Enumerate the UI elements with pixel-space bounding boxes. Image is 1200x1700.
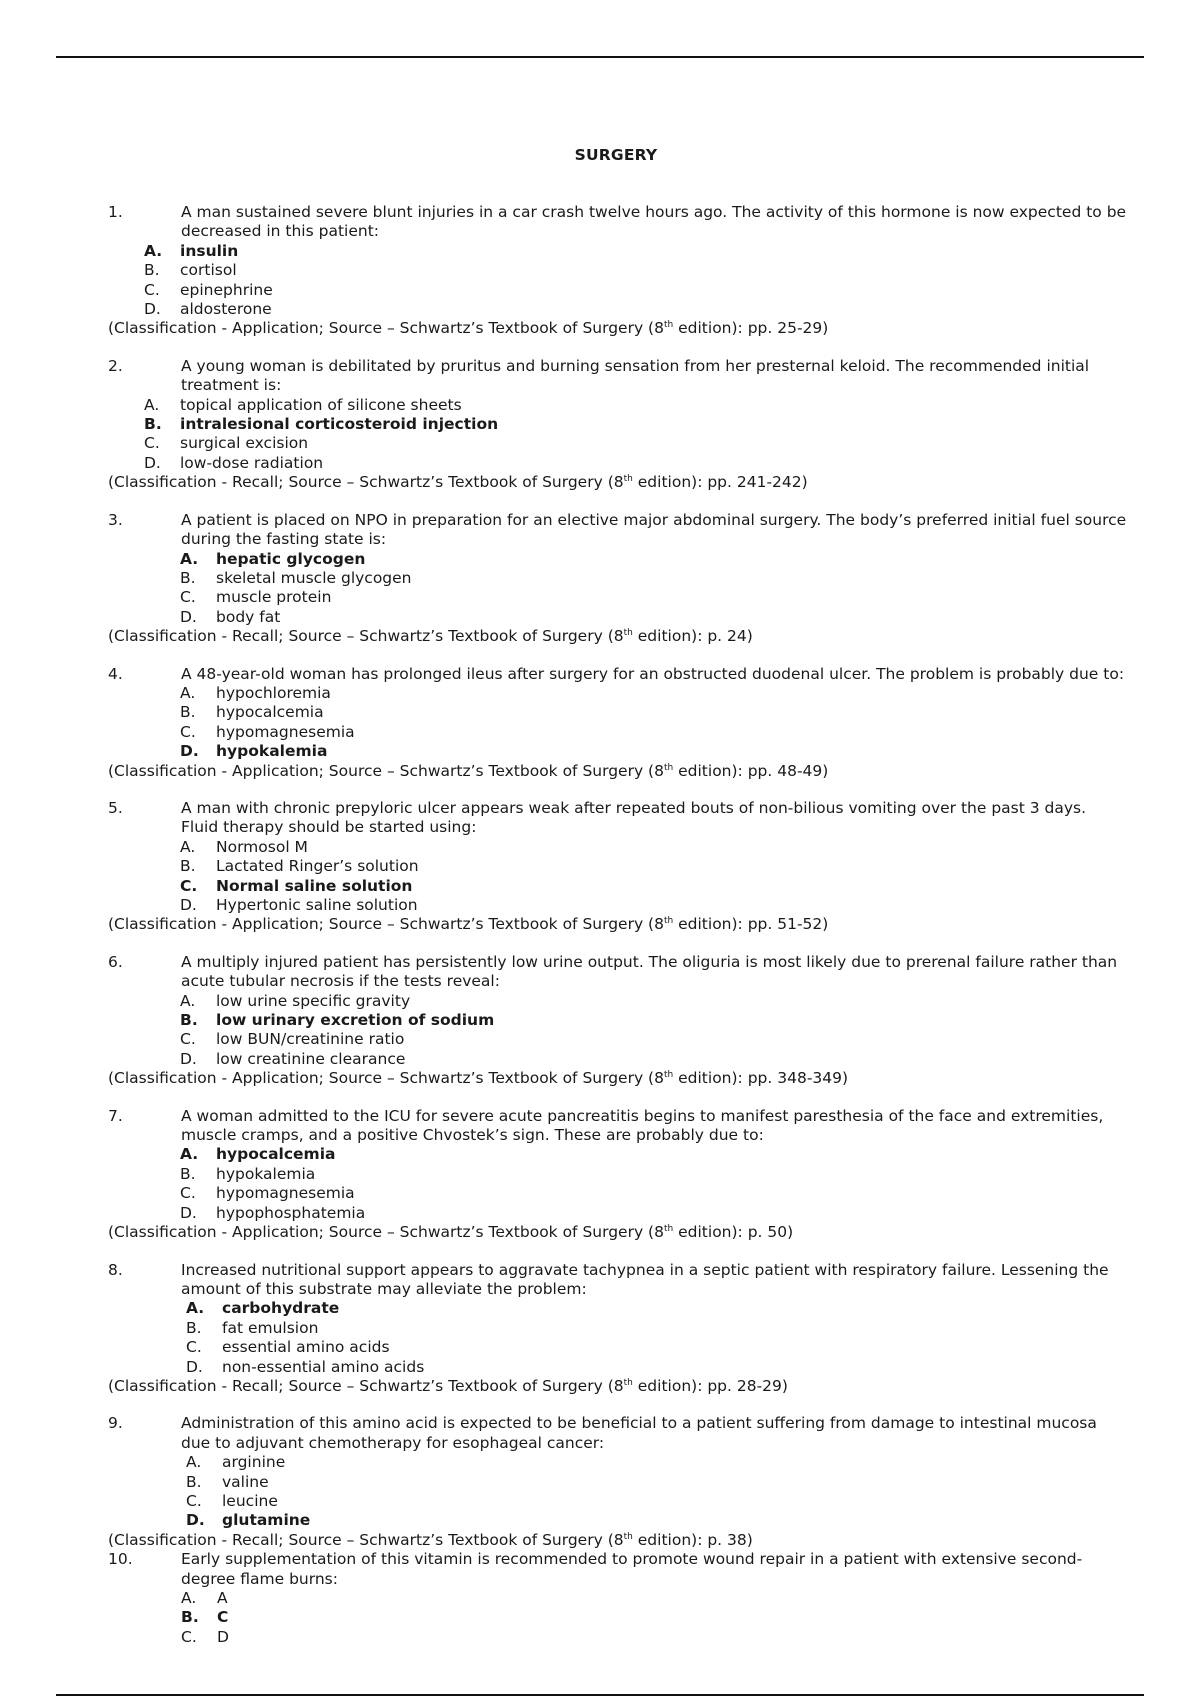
option-letter: D. [180, 896, 197, 914]
question-stem: A 48-year-old woman has prolonged ileus after surgery for an obstructed duodenal ulcer. The problem is probably due to: [181, 664, 1125, 683]
answer-option-correct [180, 1011, 1128, 1030]
option-text: low-dose radiation [180, 453, 324, 472]
page-title: SURGERY [574, 146, 658, 164]
option-letter: B. [180, 703, 196, 722]
option-text: Hypertonic saline solution [216, 896, 418, 914]
option-letter: D. [180, 607, 197, 626]
option-text: A [217, 1589, 228, 1607]
question-stem: A woman admitted to the ICU for severe acute pancreatitis begins to manifest paresthesia of the face and extremities, muscle cramps, and a positive Chvostek’s sign. These are probably due to: [181, 1106, 1104, 1145]
option-letter: A. [180, 1145, 199, 1164]
answer-option [180, 896, 1128, 915]
option-text: Normal saline solution [216, 876, 413, 895]
option-text: hypocalcemia [216, 703, 324, 722]
question-number: 4. [108, 664, 123, 683]
classification-source: (Classification - Recall; Source – Schwartz’s Textbook of Surgery (8th edition): pp. 28-29) [108, 1376, 788, 1395]
classification-source: (Classification - Application; Source – Schwartz’s Textbook of Surgery (8th edition): pp. 48-49) [108, 761, 829, 780]
option-letter: D. [186, 1511, 205, 1530]
option-text: hypophosphatemia [216, 1203, 366, 1222]
answer-option [180, 569, 1128, 588]
answer-option [180, 1050, 1128, 1069]
answer-option [144, 261, 1128, 280]
question-stem: A multiply injured patient has persistently low urine output. The oliguria is most likely due to prerenal failure rather than acute tubular necrosis if the tests reveal: [181, 952, 1118, 991]
option-text: valine [222, 1472, 269, 1491]
option-text: hepatic glycogen [216, 549, 366, 568]
classification-source: (Classification - Application; Source – Schwartz’s Textbook of Surgery (8th edition): pp. 51-52) [108, 915, 829, 934]
answer-option [144, 454, 1128, 473]
answer-option [186, 1319, 1128, 1338]
option-letter: B. [144, 415, 162, 434]
answer-option [180, 684, 1128, 703]
option-letter: D. [180, 1049, 197, 1068]
answer-option-correct [144, 415, 1128, 434]
question-stem: A young woman is debilitated by pruritus and burning sensation from her presternal keloid. The recommended initial treatment is: [181, 356, 1090, 395]
answer-option [144, 434, 1128, 453]
option-text: low creatinine clearance [216, 1049, 406, 1068]
option-text: Normosol M [216, 837, 308, 856]
answer-option [186, 1473, 1128, 1492]
option-text: low BUN/creatinine ratio [216, 1030, 405, 1049]
question-item [108, 665, 1128, 781]
option-letter: D. [144, 453, 161, 472]
answer-option [180, 1204, 1128, 1223]
question-number: 2. [108, 356, 123, 375]
bottom-rule [56, 1694, 1144, 1696]
answer-option [180, 608, 1128, 627]
option-letter: C. [180, 876, 198, 895]
option-text: topical application of silicone sheets [180, 395, 462, 414]
option-letter: C. [180, 1030, 196, 1049]
option-text: hypocalcemia [216, 1145, 336, 1164]
option-letter: C. [180, 1184, 196, 1203]
question-number: 3. [108, 510, 123, 529]
answer-option [144, 281, 1128, 300]
answer-option [186, 1338, 1128, 1357]
option-text: cortisol [180, 261, 237, 280]
option-letter: B. [186, 1318, 202, 1337]
question-item [108, 203, 1128, 339]
answer-option [144, 396, 1128, 415]
option-letter: C. [144, 280, 160, 299]
answer-option [180, 703, 1128, 722]
top-rule [56, 56, 1144, 58]
classification-source: (Classification - Recall; Source – Schwartz’s Textbook of Surgery (8th edition): p. 24) [108, 627, 753, 646]
option-letter: C. [180, 722, 196, 741]
answer-option-correct [180, 1145, 1128, 1164]
option-letter: D. [144, 300, 161, 319]
question-item [108, 511, 1128, 647]
option-letter: D. [186, 1357, 203, 1376]
option-text: leucine [222, 1491, 278, 1510]
answer-option-correct [181, 1608, 1128, 1627]
answer-option [180, 723, 1128, 742]
option-text: arginine [222, 1453, 286, 1472]
option-text: hypokalemia [216, 1164, 316, 1183]
answer-option [186, 1358, 1128, 1377]
question-number: 5. [108, 798, 123, 817]
option-letter: B. [181, 1608, 199, 1627]
option-text: fat emulsion [222, 1318, 319, 1337]
option-text: insulin [180, 241, 239, 260]
question-number: 6. [108, 952, 123, 971]
option-letter: C. [181, 1627, 197, 1646]
question-item [108, 357, 1128, 493]
classification-source: (Classification - Application; Source – Schwartz’s Textbook of Surgery (8th edition): pp. 348-349) [108, 1069, 849, 1088]
option-letter: A. [180, 837, 196, 856]
option-letter: A. [144, 395, 160, 414]
answer-option-correct [144, 242, 1128, 261]
option-text: low urinary excretion of sodium [216, 1011, 495, 1030]
question-item [108, 799, 1128, 935]
option-letter: A. [180, 549, 199, 568]
option-text: epinephrine [180, 280, 273, 299]
answer-option [181, 1589, 1128, 1608]
option-letter: C. [186, 1338, 202, 1357]
question-number: 7. [108, 1106, 123, 1125]
answer-option-correct [180, 742, 1128, 761]
question-number: 8. [108, 1260, 123, 1279]
option-letter: C. [180, 588, 196, 607]
question-stem: Increased nutritional support appears to aggravate tachypnea in a septic patient with respiratory failure. Lessening the amount of this substrate may alleviate the problem: [181, 1260, 1109, 1298]
answer-option [180, 992, 1128, 1011]
question-item [108, 1414, 1128, 1550]
answer-option-correct [180, 877, 1128, 896]
option-letter: C. [144, 434, 160, 453]
question-list [108, 203, 1128, 1665]
question-item [108, 953, 1128, 1089]
question-stem: Early supplementation of this vitamin is recommended to promote wound repair in a patient with extensive second-degree flame burns: [181, 1550, 1083, 1588]
option-letter: B. [180, 1164, 196, 1183]
option-text: glutamine [222, 1511, 311, 1530]
classification-source: (Classification - Application; Source – Schwartz’s Textbook of Surgery (8th edition): p. 50) [108, 1223, 794, 1242]
option-text: aldosterone [180, 300, 272, 319]
option-text: low urine specific gravity [216, 991, 411, 1010]
answer-option [180, 1030, 1128, 1049]
option-letter: B. [180, 857, 196, 876]
answer-option [180, 1184, 1128, 1203]
option-text: hypomagnesemia [216, 1184, 355, 1203]
question-stem: A patient is placed on NPO in preparation for an elective major abdominal surgery. The body’s preferred initial fuel source during the fasting state is: [181, 510, 1127, 549]
option-text: D [217, 1627, 229, 1646]
option-letter: A. [181, 1589, 197, 1607]
answer-option [186, 1453, 1128, 1472]
option-letter: D. [180, 1203, 197, 1222]
answer-option-correct [180, 550, 1128, 569]
answer-option [186, 1492, 1128, 1511]
option-letter: B. [186, 1472, 202, 1491]
option-text: hypochloremia [216, 683, 331, 702]
answer-option [180, 588, 1128, 607]
option-letter: C. [186, 1491, 202, 1510]
question-item [108, 1107, 1128, 1243]
option-letter: D. [180, 742, 199, 761]
answer-option [180, 857, 1128, 876]
question-number: 9. [108, 1414, 123, 1433]
option-text: essential amino acids [222, 1338, 390, 1357]
answer-option [144, 300, 1128, 319]
question-stem: A man with chronic prepyloric ulcer appears weak after repeated bouts of non-bilious vomiting over the past 3 days. Fluid therapy should be started using: [181, 798, 1087, 837]
option-text: hypokalemia [216, 742, 328, 761]
question-number: 1. [108, 203, 123, 221]
option-letter: A. [186, 1453, 202, 1472]
question-stem: Administration of this amino acid is expected to be beneficial to a patient suffering from damage to intestinal mucosa due to adjuvant chemotherapy for esophageal cancer: [181, 1414, 1097, 1452]
question-number: 10. [108, 1550, 133, 1569]
option-text: carbohydrate [222, 1299, 340, 1318]
option-letter: B. [144, 261, 160, 280]
classification-source: (Classification - Recall; Source – Schwartz’s Textbook of Surgery (8th edition): p. 38) [108, 1530, 753, 1549]
question-item [108, 1261, 1128, 1397]
answer-option [181, 1628, 1128, 1647]
option-text: muscle protein [216, 588, 332, 607]
option-letter: A. [180, 683, 196, 702]
option-text: non-essential amino acids [222, 1357, 425, 1376]
classification-source: (Classification - Recall; Source – Schwartz’s Textbook of Surgery (8th edition): pp. 241-242) [108, 473, 808, 492]
option-text: C [217, 1608, 229, 1627]
option-text: intralesional corticosteroid injection [180, 415, 499, 434]
answer-option [180, 838, 1128, 857]
option-letter: A. [186, 1299, 205, 1318]
option-text: surgical excision [180, 434, 309, 453]
question-stem: A man sustained severe blunt injuries in a car crash twelve hours ago. The activity of this hormone is now expected to be decreased in this patient: [181, 203, 1127, 241]
answer-option-correct [186, 1511, 1128, 1530]
option-letter: B. [180, 1011, 198, 1030]
option-text: body fat [216, 607, 281, 626]
answer-option [180, 1165, 1128, 1184]
option-letter: B. [180, 568, 196, 587]
option-text: hypomagnesemia [216, 722, 355, 741]
option-letter: A. [180, 991, 196, 1010]
answer-option-correct [186, 1299, 1128, 1318]
question-item [108, 1550, 1128, 1647]
option-text: skeletal muscle glycogen [216, 568, 412, 587]
classification-source: (Classification - Application; Source – Schwartz’s Textbook of Surgery (8th edition): pp. 25-29) [108, 319, 829, 338]
option-letter: A. [144, 241, 163, 260]
option-text: Lactated Ringer’s solution [216, 857, 419, 876]
